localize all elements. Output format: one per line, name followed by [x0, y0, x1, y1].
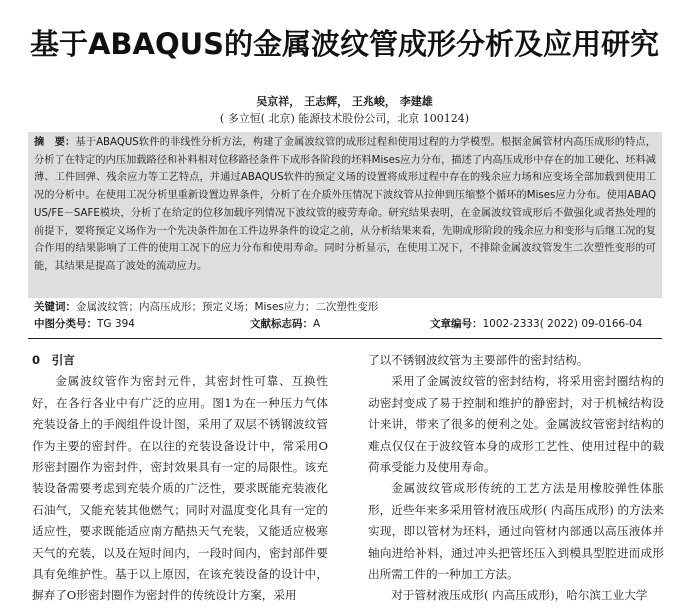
keywords-label: 关键词：: [34, 301, 76, 313]
paper-title: 基于ABAQUS的金属波纹管成形分析及应用研究: [29, 27, 660, 61]
clc-number: 中图分类号：TG 394: [34, 317, 135, 330]
section-heading-introduction: 0 引言: [32, 353, 75, 367]
keywords-text: 金属波纹管；内高压成形；预定义场；Mises应力；二次塑性变形: [76, 301, 379, 313]
author-list: 吴京祥， 王志辉， 王兆峻， 李建雄: [256, 95, 433, 108]
abstract-label: 摘 要：: [34, 137, 76, 148]
article-metadata: [34, 299, 664, 332]
affiliation: ( 多立恒( 北京) 能源技术股份公司，北京 100124): [219, 112, 470, 125]
right-column: [368, 350, 664, 607]
abstract-text: 基于ABAQUS软件的非线性分析方法，构建了金属波纹管的成形过程和使用过程的力学模型。根据金属管材内高压成形的特点，分析了在特定的内压加载路径和补料相对位移路径条件下成形各阶段的坯料Mises应力分布，描述了内高压成形中存在的加工硬化、坯料减薄、工件回弹、残余应力等工艺特点，并通过ABAQUS软件的预定义场的设置将成形过程中存在的残余应力场和应变场全部加载到使用工况的分析中。在使用工况分析里重新设置边界条件，分析了在介质外压情况下波纹管从拉伸到压缩整个循环的Mises应力分布。使用ABAQUS/FE－SAFE模块，分析了在给定的位移加载序列情况下波纹管的疲劳寿命。研究结果表明，在金属波纹管成形后不做强化或者热处理的前提下，要将预定义场作为一个先决条件加在工件边界条件的设定之前，从分析结果来看，先期成形阶段的残余应力和变形与后继工况的复合作用的结果影响了工件的使用工况下的应力分布和使用寿命。同时分析显示，在使用工况下，不排除金属波纹管发生二次塑性变形的可能，其结果是提高了波处的流动应力。: [34, 137, 657, 272]
article-number: 文章编号：1002-2333( 2022) 09-0166-04: [430, 317, 643, 330]
body-paragraph-continued: 了以不锈钢波纹管为主要部件的密封结构。: [368, 353, 589, 367]
abstract-box: [28, 132, 662, 298]
body-paragraph: 金属波纹管作为密封元件，其密封性可靠、互换性好，在各行各业中有广泛的应用。图1为在一种压力气体充装设备上的手阀组件设计图，采用了双层不锈钢波纹管作为主要的密封件。在以往的充装设备设计中，常采用O形密封圈作为密封件，密封效果具有一定的局限性。该充装设备需要考虑到充装介质的广泛性，要求既能充装液化石油气，又能充装其他燃气；同时对温度变化具有一定的适应性，要求既能适应南方酷热天气充装，又能适应极寒天气的充装，以及在短时间内，一段时间内，密封部件要具有免维护性。基于以上原因，在该充装设备的设计中，摒弃了O形密封圈作为密封件的传统设计方案，采用: [32, 374, 328, 603]
keywords-row: [34, 299, 664, 316]
section-divider: [28, 338, 662, 339]
body-paragraph: 对于管材液压成形( 内高压成形)，哈尔滨工业大学: [391, 588, 648, 603]
document-code: 文献标志码：A: [250, 317, 321, 330]
body-paragraph: 采用了金属波纹管的密封结构，将采用密封圈结构的动密封变成了易于控制和维护的静密封，对于机械结构设计来讲，带来了很多的便利之处。金属波纹管密封结构的难点仅仅在于波纹管本身的成形工艺性、使用过程中的载荷承受能力及使用寿命。: [368, 374, 664, 475]
left-column: [32, 350, 328, 607]
body-paragraph: 金属波纹管成形传统的工艺方法是用橡胶弹性体胀形，近些年来多采用管材液压成形( 内高压成形) 的方法来实现，即以管材为坯料，通过向管材内部通以高压液体并轴向进给补料，通过冲头把管坯压入到模具型腔进而成形出所需工件的一种加工方法。: [368, 481, 664, 582]
classification-row: [34, 316, 664, 333]
